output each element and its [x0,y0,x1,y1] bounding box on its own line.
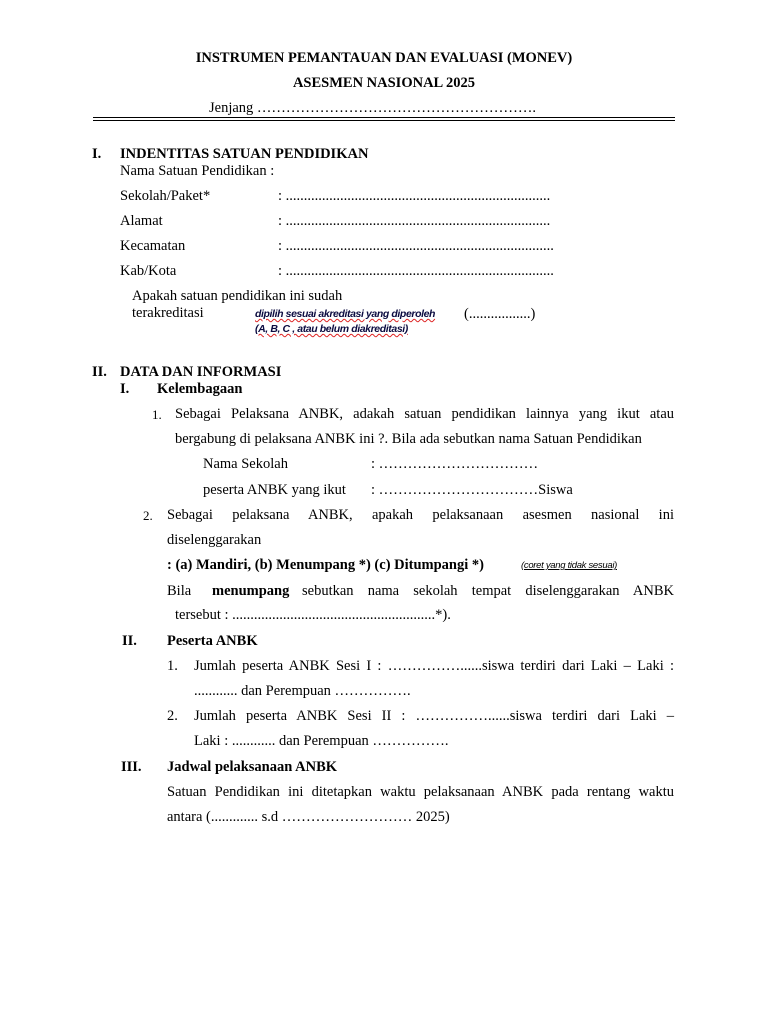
bila-prefix: Bila [167,583,192,599]
nama-satuan-label: Nama Satuan Pendidikan : [120,163,275,179]
akreditasi-question-cont: terakreditasi [132,305,204,321]
kelembagaan-title: Kelembagaan [157,381,243,397]
field-value-kabkota: : .......................................................................... [278,263,554,279]
header-rule-bottom [93,120,675,121]
bila-text: sebutkan nama sekolah tempat diselenggarakan ANBK [302,583,674,599]
field-label-alamat: Alamat [120,213,163,229]
peserta-item-1-number: 1. [167,658,178,674]
jadwal-title: Jadwal pelaksanaan ANBK [167,759,338,775]
section-2-number: II. [92,364,107,380]
nama-sekolah-value: : …………………………… [371,456,539,472]
field-value-kecamatan: : .......................................................................... [278,238,554,254]
akreditasi-value: (.................) [464,306,536,322]
kelembagaan-item-2-number: 2. [143,508,153,523]
akreditasi-question: Apakah satuan pendidikan ini sudah [132,288,343,304]
peserta-ikut-value: : ……………………………Siswa [371,482,573,498]
peserta-sesi-1: Jumlah peserta ANBK Sesi I : ……………......siswa terdiri dari Laki – Laki : [194,658,674,674]
field-label-kecamatan: Kecamatan [120,238,186,254]
peserta-sesi-2-cont: Laki : ............ dan Perempuan ……………. [194,733,449,749]
field-value-alamat: : ......................................................................... [278,213,551,229]
section-1-number: I. [92,146,102,162]
jadwal-text: Satuan Pendidikan ini ditetapkan waktu pelaksanaan ANBK pada rentang waktu [167,784,674,800]
field-label-kabkota: Kab/Kota [120,263,177,279]
jadwal-text-cont: antara (............. s.d ……………………… 2025) [167,809,450,825]
header-rule-top [93,117,675,118]
kelembagaan-item-1-number: 1. [152,407,162,422]
kelembagaan-item-2-text: Sebagai pelaksana ANBK, apakah pelaksanaan asesmen nasional ini [167,507,674,523]
jadwal-number: III. [121,759,142,775]
pelaksanaan-options: : (a) Mandiri, (b) Menumpang *) (c) Ditumpangi *) [167,557,484,573]
jenjang-field: Jenjang …………………………………………………. [209,100,537,116]
field-value-sekolah: : ......................................................................... [278,188,551,204]
document-subtitle: ASESMEN NASIONAL 2025 [292,75,476,91]
akreditasi-note-options: (A, B, C , atau belum diakreditasi) [255,323,408,335]
peserta-title: Peserta ANBK [167,633,258,649]
section-1-title: INDENTITAS SATUAN PENDIDIKAN [120,146,369,162]
kelembagaan-number: I. [120,381,130,397]
peserta-item-2-number: 2. [167,708,178,724]
kelembagaan-item-1-text: Sebagai Pelaksana ANBK, adakah satuan pendidikan lainnya yang ikut atau [175,406,674,422]
tersebut-field: tersebut : ........................................................*). [175,607,451,623]
peserta-ikut-label: peserta ANBK yang ikut [203,482,346,498]
coret-note: (coret yang tidak sesuai) [521,560,617,571]
peserta-sesi-2: Jumlah peserta ANBK Sesi II : ……………......siswa terdiri dari Laki – [194,708,674,724]
kelembagaan-item-1-text-cont: bergabung di pelaksana ANBK ini ?. Bila ada sebutkan nama Satuan Pendidikan [175,431,642,447]
akreditasi-note: dipilih sesuai akreditasi yang diperoleh [255,308,436,320]
peserta-sesi-1-cont: ............ dan Perempuan ……………. [194,683,411,699]
kelembagaan-item-2-text-cont: diselenggarakan [167,532,262,548]
section-2-title: DATA DAN INFORMASI [120,364,282,380]
bila-menumpang: menumpang [212,583,290,599]
document-title: INSTRUMEN PEMANTAUAN DAN EVALUASI (MONEV) [195,50,573,66]
field-label-sekolah: Sekolah/Paket* [120,188,211,204]
nama-sekolah-label: Nama Sekolah [203,456,288,472]
peserta-number: II. [122,633,137,649]
